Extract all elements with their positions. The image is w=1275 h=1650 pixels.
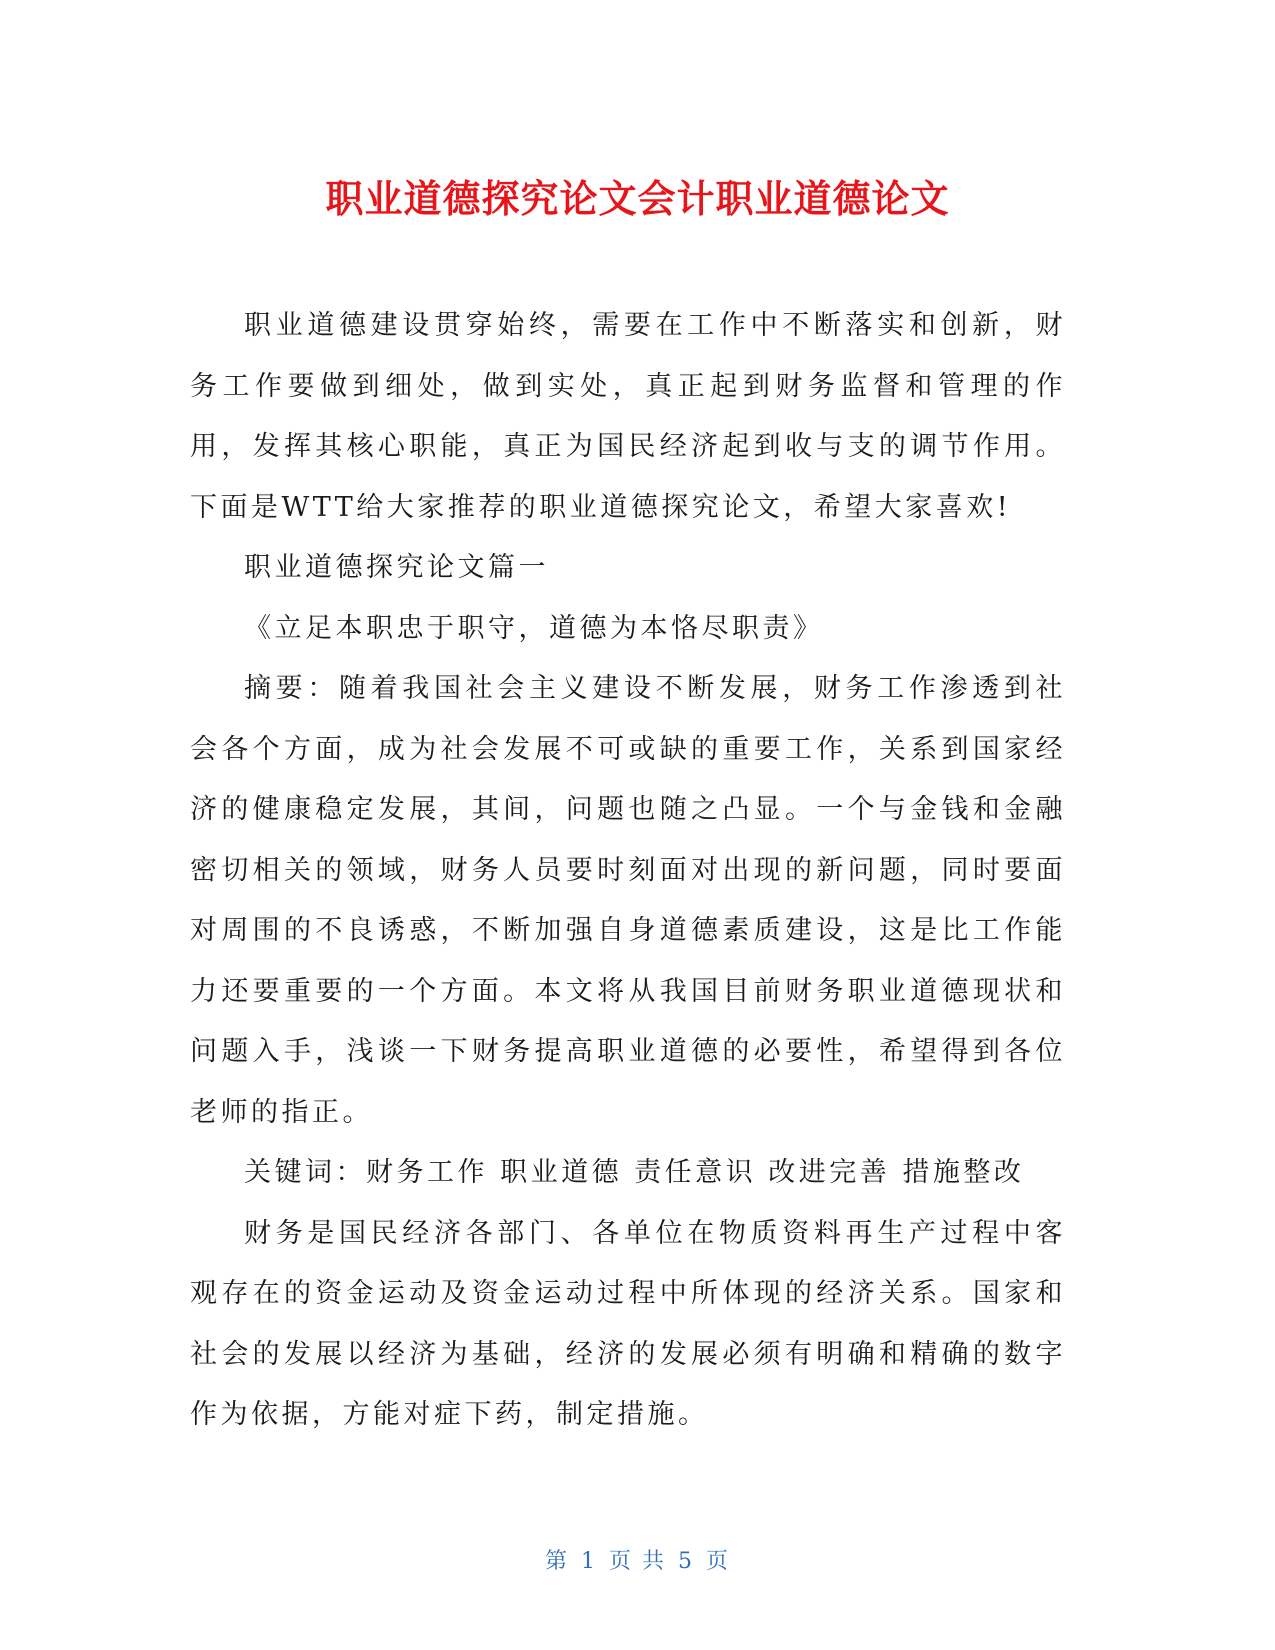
page-title: 职业道德探究论文会计职业道德论文 (325, 177, 950, 221)
footer-middle: 页 共 (609, 1549, 666, 1574)
footer-current-page: 1 (581, 1549, 597, 1574)
document-body (190, 296, 1066, 1446)
page-footer (0, 1544, 1275, 1575)
intro-paragraph: 职业道德建设贯穿始终，需要在工作中不断落实和创新，财务工作要做到细处，做到实处，真正起到财务监督和管理的作用，发挥其核心职能，真正为国民经济起到收与支的调节作用。下面是WTT给大家推荐的职业道德探究论文，希望大家喜欢! (190, 310, 1066, 523)
footer-total-pages: 5 (678, 1549, 694, 1574)
footer-suffix: 页 (706, 1549, 731, 1574)
article-title: 《立足本职忠于职守，道德为本恪尽职责》 (244, 612, 824, 644)
abstract-paragraph: 摘要：随着我国社会主义建设不断发展，财务工作渗透到社会各个方面，成为社会发展不可或缺的重要工作，关系到国家经济的健康稳定发展，其间，问题也随之凸显。一个与金钱和金融密切相关的领域，财务人员要时刻面对出现的新问题，同时要面对周围的不良诱惑，不断加强自身道德素质建设，这是比工作能力还要重要的一个方面。本文将从我国目前财务职业道德现状和问题入手，浅谈一下财务提高职业道德的必要性，希望得到各位老师的指正。 (190, 673, 1066, 1128)
footer-prefix: 第 (544, 1549, 569, 1574)
keywords-paragraph: 关键词：财务工作 职业道德 责任意识 改进完善 措施整改 (244, 1157, 1025, 1188)
section-heading: 职业道德探究论文篇一 (244, 552, 549, 583)
body-paragraph: 财务是国民经济各部门、各单位在物质资料再生产过程中客观存在的资金运动及资金运动过程中所体现的经济关系。国家和社会的发展以经济为基础，经济的发展必须有明确和精确的数字作为依据，方能对症下药，制定措施。 (190, 1217, 1066, 1430)
